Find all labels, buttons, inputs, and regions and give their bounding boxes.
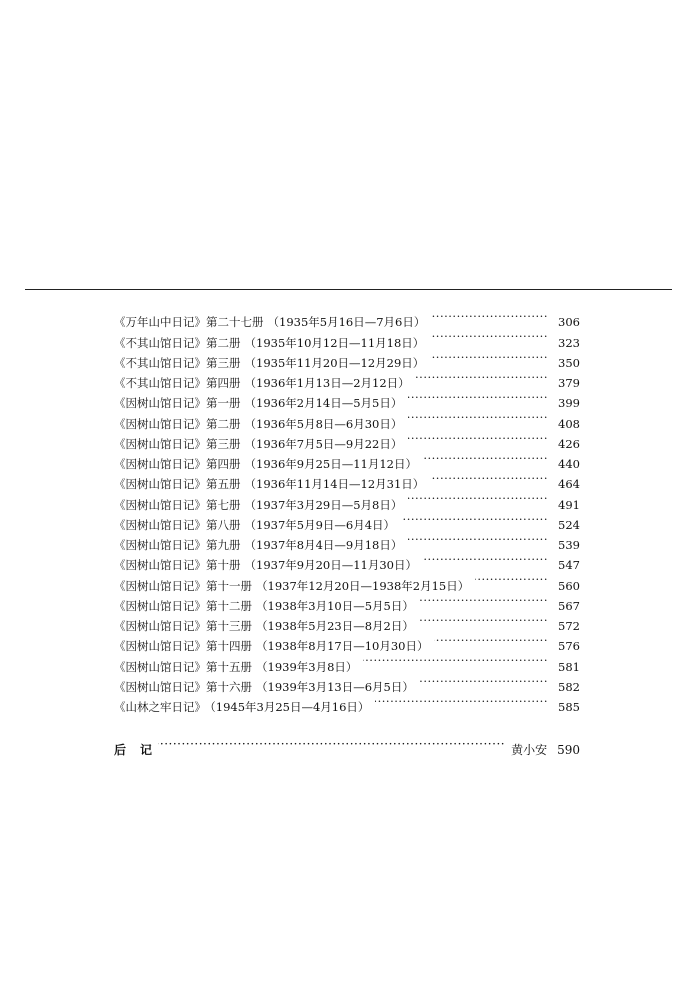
leader-dots bbox=[430, 347, 548, 367]
entry-date-range: （1935年10月12日—11月18日） bbox=[244, 335, 425, 350]
entry-title: 《因树山馆日记》第十六册 bbox=[114, 679, 252, 694]
leader-dots bbox=[401, 509, 548, 529]
header-rule bbox=[25, 289, 672, 290]
entry-date-range: （1936年5月8日—6月30日） bbox=[244, 416, 403, 431]
entry-title: 《万年山中日记》第二十七册 bbox=[114, 315, 264, 330]
entry-page: 581 bbox=[558, 659, 580, 674]
entry-date-range: （1937年3月29日—5月8日） bbox=[244, 497, 403, 512]
entry-page: 560 bbox=[558, 578, 580, 593]
entry-page: 306 bbox=[558, 315, 580, 330]
afterword-title: 后记 bbox=[114, 743, 167, 757]
entry-date-range: （1939年3月8日） bbox=[256, 659, 358, 674]
entry-page: 323 bbox=[558, 335, 580, 350]
entry-title: 《因树山馆日记》第十二册 bbox=[114, 598, 252, 613]
leader-dots bbox=[375, 691, 548, 711]
leader-dots bbox=[430, 326, 548, 346]
entry-date-range: （1936年1月13日—2月12日） bbox=[244, 376, 410, 390]
entry-page: 440 bbox=[558, 457, 580, 471]
entry-page: 539 bbox=[558, 538, 580, 552]
entry-title: 《因树山馆日记》第二册 bbox=[114, 416, 241, 431]
entry-page: 572 bbox=[558, 619, 580, 633]
entry-date-range: （1938年5月23日—8月2日） bbox=[256, 619, 414, 633]
entry-page: 464 bbox=[558, 477, 580, 492]
entry-title: 《不其山馆日记》第四册 bbox=[114, 376, 241, 390]
entry-title: 《因树山馆日记》第十一册 bbox=[114, 578, 252, 593]
entry-date-range: （1945年3月25日—4月16日） bbox=[210, 700, 370, 714]
entry-date-range: （1935年11月20日—12月29日） bbox=[244, 355, 425, 370]
entry-title: 《因树山馆日记》第十四册 bbox=[114, 639, 252, 654]
entry-date-range: （1937年12月20日—1938年2月15日） bbox=[256, 578, 470, 593]
leader-dots bbox=[158, 734, 505, 754]
entry-page: 576 bbox=[558, 639, 580, 654]
leader-dots bbox=[420, 671, 548, 691]
leader-dots bbox=[408, 428, 548, 448]
entry-date-range: （1936年9月25日—11月12日） bbox=[244, 457, 417, 471]
entry-page: 524 bbox=[558, 517, 580, 532]
entry-date-range: （1936年7月5日—9月22日） bbox=[244, 436, 403, 451]
entry-page: 491 bbox=[558, 497, 580, 512]
leader-dots bbox=[416, 367, 548, 387]
leader-dots bbox=[431, 306, 548, 326]
leader-dots bbox=[420, 590, 548, 610]
entry-date-range: （1936年2月14日—5月5日） bbox=[244, 396, 403, 411]
entry-title: 《因树山馆日记》第四册 bbox=[114, 457, 241, 471]
leader-dots bbox=[430, 468, 548, 488]
leader-dots bbox=[363, 650, 548, 670]
entry-page: 399 bbox=[558, 396, 580, 411]
leader-dots bbox=[423, 549, 548, 569]
entry-page: 426 bbox=[558, 436, 580, 451]
leader-dots bbox=[408, 529, 548, 549]
afterword-author: 黄小安 bbox=[511, 743, 548, 757]
entry-title: 《不其山馆日记》第三册 bbox=[114, 355, 241, 370]
entry-page: 379 bbox=[558, 376, 580, 390]
entry-date-range: （1936年11月14日—12月31日） bbox=[244, 477, 425, 492]
entry-page: 408 bbox=[558, 416, 580, 431]
toc-entry[interactable] bbox=[114, 306, 580, 330]
entry-date-range: （1935年5月16日—7月6日） bbox=[267, 315, 426, 330]
entry-title: 《因树山馆日记》第十五册 bbox=[114, 659, 252, 674]
entry-page: 547 bbox=[558, 558, 580, 573]
table-of-contents bbox=[114, 306, 580, 714]
entry-page: 585 bbox=[558, 700, 580, 714]
entry-date-range: （1937年8月4日—9月18日） bbox=[244, 538, 403, 552]
afterword-page: 590 bbox=[557, 743, 580, 757]
afterword-entry[interactable] bbox=[114, 734, 580, 760]
entry-date-range: （1938年8月17日—10月30日） bbox=[256, 639, 429, 654]
entry-page: 582 bbox=[558, 679, 580, 694]
entry-title: 《因树山馆日记》第十册 bbox=[114, 558, 241, 573]
entry-title: 《因树山馆日记》第三册 bbox=[114, 436, 241, 451]
leader-dots bbox=[408, 387, 548, 407]
entry-title: 《因树山馆日记》第九册 bbox=[114, 538, 241, 552]
entry-title: 《因树山馆日记》第十三册 bbox=[114, 619, 252, 633]
leader-dots bbox=[423, 448, 548, 468]
entry-date-range: （1937年9月20日—11月30日） bbox=[244, 558, 417, 573]
entry-title: 《因树山馆日记》第五册 bbox=[114, 477, 241, 492]
leader-dots bbox=[434, 630, 548, 650]
entry-date-range: （1937年5月9日—6月4日） bbox=[244, 517, 396, 532]
leader-dots bbox=[475, 569, 548, 589]
entry-title: 《山林之牢日记》 bbox=[114, 700, 206, 714]
entry-title: 《因树山馆日记》第八册 bbox=[114, 517, 241, 532]
entry-page: 567 bbox=[558, 598, 580, 613]
entry-date-range: （1939年3月13日—6月5日） bbox=[256, 679, 414, 694]
entry-title: 《因树山馆日记》第七册 bbox=[114, 497, 241, 512]
leader-dots bbox=[420, 610, 548, 630]
entry-title: 《不其山馆日记》第二册 bbox=[114, 335, 241, 350]
entry-page: 350 bbox=[558, 355, 580, 370]
leader-dots bbox=[408, 488, 548, 508]
leader-dots bbox=[408, 407, 548, 427]
entry-title: 《因树山馆日记》第一册 bbox=[114, 396, 241, 411]
entry-date-range: （1938年3月10日—5月5日） bbox=[256, 598, 414, 613]
